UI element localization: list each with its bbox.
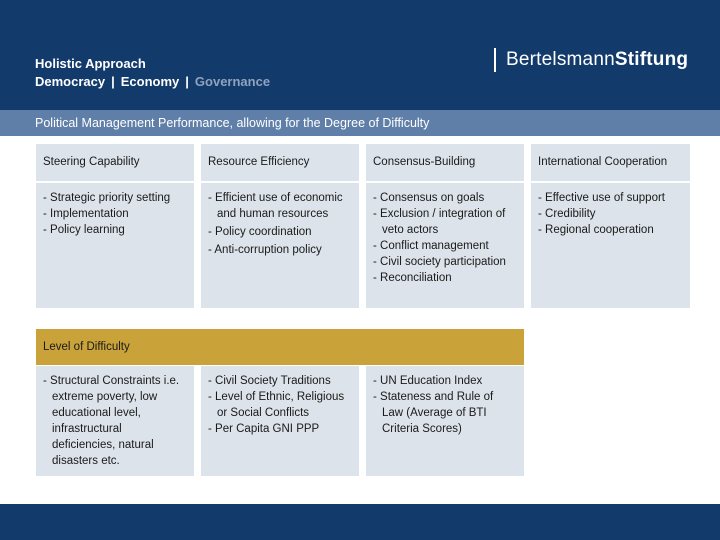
logo-text-bold: Stiftung xyxy=(614,49,689,70)
logo-bar-icon xyxy=(494,48,496,72)
bertelsmann-logo xyxy=(494,48,688,72)
list-item: - Regional cooperation xyxy=(538,224,654,236)
header-subtitle xyxy=(35,73,270,91)
list-item: - Level of Ethnic, Religious or Social Conflicts xyxy=(208,391,345,419)
difficulty-civil-society xyxy=(201,366,359,476)
criteria-consensus xyxy=(366,183,524,308)
logo-text-light: Bertelsmann xyxy=(506,49,615,70)
criteria-resource xyxy=(201,183,359,308)
header-title-block xyxy=(35,55,270,91)
list-item: - Structural Constraints i.e. extreme poverty, low educational level, infrastructural deficiencies, natural disasters etc. xyxy=(43,375,180,467)
header-title: Holistic Approach xyxy=(35,56,146,71)
column-heading-resource xyxy=(201,144,359,181)
subtitle-governance: Governance xyxy=(194,74,271,89)
difficulty-heading: Level of Difficulty xyxy=(43,341,130,353)
difficulty-list xyxy=(373,373,517,437)
list-item: - Anti-corruption policy xyxy=(208,244,322,256)
subtitle-separator: | xyxy=(185,74,189,89)
list-item: - Stateness and Rule of Law (Average of BTI Criteria Scores) xyxy=(373,391,494,435)
list-item: - Strategic priority setting xyxy=(43,192,171,204)
heading-text: Steering Capability xyxy=(43,156,140,168)
criteria-steering xyxy=(36,183,194,308)
list-item: - Civil Society Traditions xyxy=(208,375,331,387)
list-item: - Reconciliation xyxy=(373,272,452,284)
column-heading-steering xyxy=(36,144,194,181)
column-heading-consensus xyxy=(366,144,524,181)
list-item: - Conflict management xyxy=(373,240,489,252)
criteria-list xyxy=(43,190,187,238)
list-item: - Effective use of support xyxy=(538,192,665,204)
list-item: - Per Capita GNI PPP xyxy=(208,423,320,435)
subtitle-democracy: Democracy xyxy=(35,74,106,89)
difficulty-education xyxy=(366,366,524,476)
list-item: - UN Education Index xyxy=(373,375,483,387)
footer-band xyxy=(0,504,720,540)
subtitle-economy: Economy xyxy=(120,74,180,89)
difficulty-list xyxy=(208,373,352,437)
list-item: - Policy learning xyxy=(43,224,125,236)
column-heading-international xyxy=(531,144,690,181)
difficulty-list xyxy=(43,373,187,469)
list-item: - Exclusion / integration of veto actors xyxy=(373,208,506,236)
list-item: - Efficient use of economic and human resources xyxy=(208,192,343,220)
list-item: - Consensus on goals xyxy=(373,192,485,204)
header-band xyxy=(0,0,720,110)
criteria-list xyxy=(373,190,517,286)
subheader-text: Political Management Performance, allowing for the Degree of Difficulty xyxy=(35,116,430,130)
criteria-list xyxy=(538,190,683,238)
heading-text: Resource Efficiency xyxy=(208,156,310,168)
logo-wordmark xyxy=(506,49,688,71)
list-item: - Civil society participation xyxy=(373,256,506,268)
list-item: - Implementation xyxy=(43,208,129,220)
section-subheader xyxy=(0,110,720,136)
difficulty-heading-bar xyxy=(36,329,524,365)
heading-text: International Cooperation xyxy=(538,156,668,168)
criteria-list xyxy=(208,190,352,258)
heading-text: Consensus-Building xyxy=(373,156,476,168)
subtitle-separator: | xyxy=(111,74,115,89)
list-item: - Credibility xyxy=(538,208,596,220)
difficulty-structural xyxy=(36,366,194,476)
list-item: - Policy coordination xyxy=(208,226,312,238)
criteria-international xyxy=(531,183,690,308)
